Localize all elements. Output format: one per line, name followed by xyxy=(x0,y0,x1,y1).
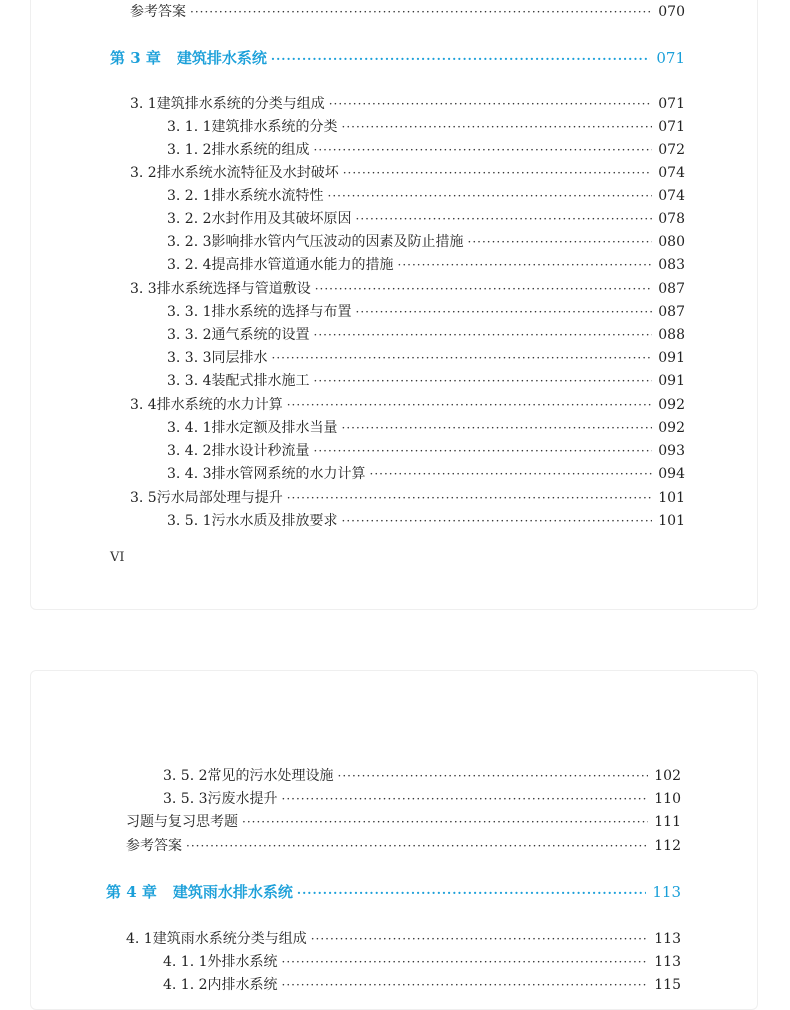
toc-entry-page: 094 xyxy=(658,466,685,482)
toc-entry-title: 水封作用及其破坏原因 xyxy=(211,211,352,227)
toc-entry-page: 110 xyxy=(654,791,681,807)
dot-leader xyxy=(314,442,653,460)
toc-entry-number: 3. 2. 4 xyxy=(167,257,212,273)
toc-entry-title: 参考答案 xyxy=(126,838,182,854)
dot-leader xyxy=(468,233,653,251)
dot-leader xyxy=(314,372,653,390)
toc-entry[interactable] xyxy=(167,303,685,321)
toc-entry-page: 111 xyxy=(654,814,681,830)
toc-entry-title: 外排水系统 xyxy=(207,954,278,970)
dot-leader xyxy=(311,930,649,948)
toc-entry-page: 071 xyxy=(658,96,685,112)
toc-entry-page: 078 xyxy=(658,211,685,227)
toc-entry-number: 3. 3. 3 xyxy=(167,350,212,366)
toc-entry-title: 建筑排水系统的分类与组成 xyxy=(156,96,325,112)
toc-entry-title: 通气系统的设置 xyxy=(211,327,310,343)
toc-entry-page: 113 xyxy=(654,954,681,970)
toc-entry-number: 3. 5. 2 xyxy=(163,768,208,784)
toc-entry-page: 101 xyxy=(658,513,685,529)
toc-entry[interactable] xyxy=(167,256,685,274)
toc-entry-title: 建筑排水系统 xyxy=(176,49,267,67)
toc-entry-number: 4. 1. 2 xyxy=(163,977,208,993)
toc-entry-page: 113 xyxy=(652,883,681,901)
dot-leader xyxy=(329,95,653,113)
toc-entry[interactable] xyxy=(163,953,681,971)
toc-entry[interactable] xyxy=(167,187,685,205)
toc-entry-title: 同层排水 xyxy=(211,350,268,366)
toc-entry-page: 083 xyxy=(658,257,685,273)
toc-entry[interactable] xyxy=(130,396,685,414)
dot-leader xyxy=(370,465,653,483)
toc-entry-number: 3. 4. 3 xyxy=(167,466,212,482)
toc-entry[interactable] xyxy=(126,813,681,831)
chapter-heading[interactable] xyxy=(106,883,681,902)
toc-entry-title: 排水设计秒流量 xyxy=(211,443,310,459)
toc-entry-number: 3. 1. 1 xyxy=(167,119,212,135)
toc-entry[interactable] xyxy=(167,210,685,228)
toc-entry[interactable] xyxy=(126,837,681,855)
toc-entry-number: 3. 2 xyxy=(130,165,157,181)
dot-leader xyxy=(315,280,653,298)
toc-entry-number: 3. 1 xyxy=(130,96,157,112)
toc-entry-title: 排水系统水流特性 xyxy=(211,188,324,204)
toc-entry-title: 装配式排水施工 xyxy=(211,373,310,389)
dot-leader xyxy=(398,256,653,274)
toc-entry-number: 3. 2. 2 xyxy=(167,211,212,227)
dot-leader xyxy=(356,303,653,321)
dot-leader xyxy=(297,884,646,902)
toc-entry-number: 4. 1. 1 xyxy=(163,954,208,970)
dot-leader xyxy=(314,141,653,159)
toc-entry-page: 093 xyxy=(658,443,685,459)
toc-entry-title: 建筑雨水系统分类与组成 xyxy=(152,931,307,947)
toc-entry-page: 088 xyxy=(658,327,685,343)
toc-entry-title: 排水系统的选择与布置 xyxy=(211,304,352,320)
toc-entry[interactable] xyxy=(163,767,681,785)
toc-entry-title: 污水水质及排放要求 xyxy=(211,513,338,529)
toc-entry-title: 习题与复习思考题 xyxy=(126,814,238,830)
toc-entry-number: 3. 4. 2 xyxy=(167,443,212,459)
toc-entry-title: 排水系统选择与管道敷设 xyxy=(156,281,311,297)
toc-entry-number: 4. 1 xyxy=(126,931,153,947)
dot-leader xyxy=(282,790,649,808)
toc-entry-number: 3. 3. 4 xyxy=(167,373,212,389)
toc-entry-page: 092 xyxy=(658,397,685,413)
toc-entry-number: 3. 5. 3 xyxy=(163,791,208,807)
toc-entry-page: 080 xyxy=(658,234,685,250)
toc-entry-number: 3. 3. 1 xyxy=(167,304,212,320)
dot-leader xyxy=(343,164,653,182)
toc-entry[interactable] xyxy=(130,95,685,113)
toc-entry-number: 第 4 章 xyxy=(106,883,157,901)
toc-entry[interactable] xyxy=(167,372,685,390)
toc-entry-number: 3. 2. 1 xyxy=(167,188,212,204)
toc-entry[interactable] xyxy=(167,118,685,136)
toc-entry-page: 070 xyxy=(658,4,685,20)
toc-entry[interactable] xyxy=(163,976,681,994)
toc-entry[interactable] xyxy=(167,233,685,251)
dot-leader xyxy=(342,512,653,530)
toc-entry-page: 115 xyxy=(654,977,681,993)
toc-entry-page: 113 xyxy=(654,931,681,947)
toc-entry[interactable] xyxy=(167,349,685,367)
toc-entry-page: 091 xyxy=(658,350,685,366)
toc-entry-title: 建筑雨水排水系统 xyxy=(172,883,293,901)
dot-leader xyxy=(328,187,653,205)
toc-entry-title: 提高排水管道通水能力的措施 xyxy=(211,257,394,273)
toc-entry-title: 排水系统的组成 xyxy=(211,142,310,158)
toc-entry-page: 087 xyxy=(658,281,685,297)
toc-entry-page: 102 xyxy=(654,768,681,784)
toc-entry[interactable] xyxy=(163,790,681,808)
toc-entry-number: 3. 4. 1 xyxy=(167,420,212,436)
toc-entry[interactable] xyxy=(167,442,685,460)
toc-entry-number: 3. 5 xyxy=(130,490,157,506)
toc-entry-number: 3. 3. 2 xyxy=(167,327,212,343)
dot-leader xyxy=(272,349,653,367)
toc-entry-title: 污废水提升 xyxy=(207,791,278,807)
dot-leader xyxy=(287,396,653,414)
page-folio: VI xyxy=(110,550,125,565)
dot-leader xyxy=(314,326,653,344)
toc-entry-number: 3. 4 xyxy=(130,397,157,413)
dot-leader xyxy=(282,976,649,994)
toc-entry-number: 3. 2. 3 xyxy=(167,234,212,250)
toc-entry[interactable] xyxy=(167,512,685,530)
toc-entry-title: 排水系统的水力计算 xyxy=(156,397,283,413)
dot-leader xyxy=(356,210,653,228)
toc-entry[interactable] xyxy=(167,141,685,159)
toc-entry-number: 3. 3 xyxy=(130,281,157,297)
toc-entry-title: 内排水系统 xyxy=(207,977,278,993)
toc-entry-page: 101 xyxy=(658,490,685,506)
toc-entry-page: 092 xyxy=(658,420,685,436)
dot-leader xyxy=(282,953,649,971)
toc-entry-page: 087 xyxy=(658,304,685,320)
toc-entry-title: 排水管网系统的水力计算 xyxy=(211,466,366,482)
toc-entry[interactable] xyxy=(130,280,685,298)
toc-entry-title: 影响排水管内气压波动的因素及防止措施 xyxy=(211,234,464,250)
toc-entry-page: 074 xyxy=(658,188,685,204)
toc-entry-page: 071 xyxy=(656,49,685,67)
dot-leader xyxy=(186,837,648,855)
toc-entry[interactable] xyxy=(130,3,685,21)
toc-entry[interactable] xyxy=(130,164,685,182)
toc-entry-title: 排水定额及排水当量 xyxy=(211,420,338,436)
toc-entry-title: 建筑排水系统的分类 xyxy=(211,119,338,135)
dot-leader xyxy=(271,50,650,68)
toc-entry-title: 污水局部处理与提升 xyxy=(156,490,283,506)
toc-entry[interactable] xyxy=(167,419,685,437)
toc-entry-page: 072 xyxy=(658,142,685,158)
toc-entry[interactable] xyxy=(167,326,685,344)
toc-entry[interactable] xyxy=(126,930,681,948)
dot-leader xyxy=(338,767,649,785)
dot-leader xyxy=(342,419,653,437)
dot-leader xyxy=(190,3,652,21)
toc-entry-title: 常见的污水处理设施 xyxy=(207,768,334,784)
toc-entry-page: 071 xyxy=(658,119,685,135)
toc-entry-number: 3. 1. 2 xyxy=(167,142,212,158)
toc-entry-number: 3. 5. 1 xyxy=(167,513,212,529)
toc-entry-title: 参考答案 xyxy=(130,4,186,20)
toc-entry[interactable] xyxy=(130,489,685,507)
dot-leader xyxy=(287,489,653,507)
dot-leader xyxy=(242,813,648,831)
toc-entry-title: 排水系统水流特征及水封破坏 xyxy=(156,165,339,181)
toc-entry-number: 第 3 章 xyxy=(110,49,161,67)
toc-entry-page: 091 xyxy=(658,373,685,389)
dot-leader xyxy=(342,118,653,136)
chapter-heading[interactable] xyxy=(110,49,685,68)
toc-entry-page: 112 xyxy=(654,838,681,854)
toc-entry[interactable] xyxy=(167,465,685,483)
toc-entry-page: 074 xyxy=(658,165,685,181)
